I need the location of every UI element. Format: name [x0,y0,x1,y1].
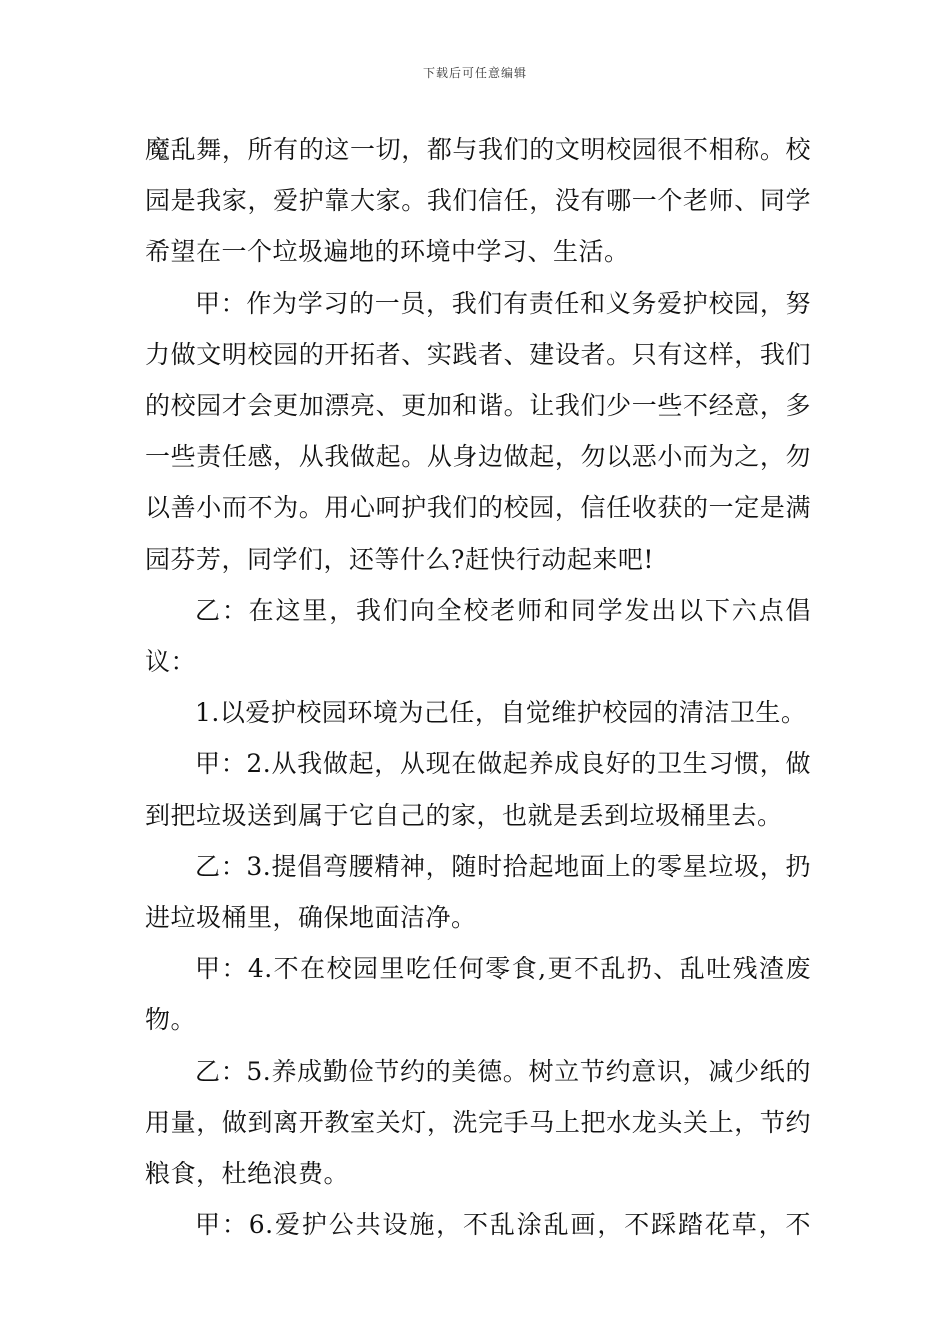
paragraph-3: 乙：在这里，我们向全校老师和同学发出以下六点倡议： [145,595,811,677]
document-body [145,124,811,1250]
paragraph-4: 1.以爱护校园环境为己任，自觉维护校园的清洁卫生。 [195,698,807,728]
paragraph-6: 乙：3.提倡弯腰精神，随时拾起地面上的零星垃圾，扔进垃圾桶里，确保地面洁净。 [145,851,811,933]
paragraph-2: 甲：作为学习的一员，我们有责任和义务爱护校园，努力做文明校园的开拓者、实践者、建设者。只有这样，我们的校园才会更加漂亮、更加和谐。让我们少一些不经意，多一些责任感，从我做起。从身边做起，勿以恶小而为之，勿以善小而不为。用心呵护我们的校园，信任收获的一定是满园芬芳，同学们，还等什么?赶快行动起来吧! [145,288,811,574]
paragraph-7: 甲：4.不在校园里吃任何零食,更不乱扔、乱吐残渣废物。 [145,954,811,1035]
page-header-note: 下载后可任意编辑 [422,66,527,80]
paragraph-8: 乙：5.养成勤俭节约的美德。树立节约意识，减少纸的用量，做到离开教室关灯，洗完手马上把水龙头关上，节约粮食，杜绝浪费。 [145,1056,811,1189]
paragraph-1: 魔乱舞，所有的这一切，都与我们的文明校园很不相称。校园是我家，爱护靠大家。我们信任，没有哪一个老师、同学希望在一个垃圾遍地的环境中学习、生活。 [145,135,811,267]
paragraph-5: 甲：2.从我做起，从现在做起养成良好的卫生习惯，做到把垃圾送到属于它自己的家，也就是丢到垃圾桶里去。 [145,749,811,830]
paragraph-9: 甲：6.爱护公共设施，不乱涂乱画，不踩踏花草，不 [195,1210,811,1240]
